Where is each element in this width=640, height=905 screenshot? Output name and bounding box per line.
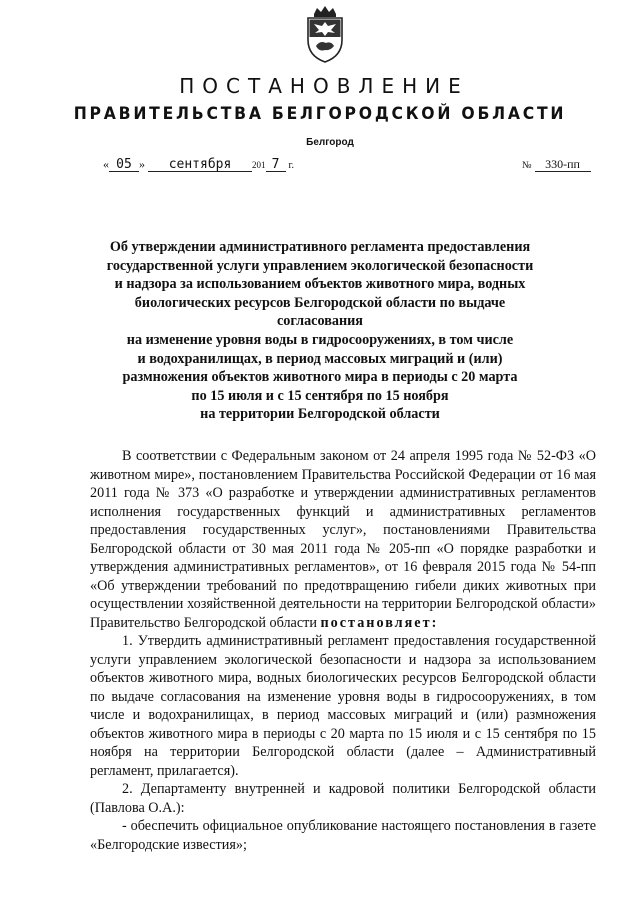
date-line [103,157,294,172]
document-heading: ПОСТАНОВЛЕНИЕ [179,74,469,98]
number-label: № [522,160,532,171]
title-line: и надзора за использованием объектов животного мира, водных [114,276,526,293]
item-2-paragraph: 2. Департаменту внутренней и кадровой политики Белгородской области (Павлова О.А.): [90,781,596,816]
date-month: сентября [148,158,252,172]
preamble-paragraph [90,447,596,632]
document-title [100,238,540,424]
title-line: Об утверждении административного регламента предоставления [109,239,531,255]
open-quote: « [103,157,109,171]
city-label: Белгород [306,137,354,148]
title-line: на изменение уровня воды в гидросооружениях, в том числе [126,331,514,348]
title-line: на территории Белгородской области [200,406,440,423]
date-day: 05 [109,158,139,172]
document-body [90,447,596,854]
coat-of-arms-icon [300,6,350,64]
date-year-unit: г. [288,160,294,171]
item-1-paragraph: 1. Утвердить административный регламент предоставления государственной услуги управлением экологической безопасности и надзора за использованием объектов животного мира, водных биологических ресурсов Белгородской области по выдаче согласования на изменение уровня воды в гидросооружениях, в том числе и водохранилищах, в период массовых миграций и (или) размножения объектов животного мира в периоды с 20 марта по 15 июля и с 15 сентября по 15 ноября на территории Белгородской области (далее – Административный регламент, прилагается). [90,633,596,779]
item-2-bullet: - обеспечить официальное опубликование настоящего постановления в газете «Белгородские известия»; [90,818,596,853]
preamble-text: В соответствии с Федеральным законом от 24 апреля 1995 года № 52-ФЗ «О животном мире», постановлением Правительства Российской Федерации от 16 мая 2011 года № 373 «О разработке и утверждении административных регламентов исполнения государственных функций и административных регламентов предоставления государственных услуг», постановлениями Правительства Белгородской области от 30 мая 2011 года № 205-пп «О порядке разработки и утверждения административных регламентов», от 16 февраля 2015 года № 54-пп «Об утверждении требований по предотвращению гибели диких животных при осуществлении хозяйственной деятельности на территории Белгородской области» Правительство Белгородской области [90,448,596,631]
title-line: государственной услуги управлением экологической безопасности [106,257,534,274]
title-line: биологических ресурсов Белгородской области по выдаче согласования [134,294,506,330]
document-subheading: ПРАВИТЕЛЬСТВА БЕЛГОРОДСКОЙ ОБЛАСТИ [73,104,567,124]
title-line: размножения объектов животного мира в периоды с 20 марта [122,369,518,386]
title-line: и водохранилищах, в период массовых миграций и (или) [137,350,503,367]
date-year-prefix: 201 [252,160,266,170]
date-year-suffix: 7 [266,158,286,172]
document-number [522,157,591,172]
title-line: по 15 июля и с 15 сентября по 15 ноября [191,387,449,404]
close-quote: » [139,157,145,171]
resolves-word: постановляет: [320,614,439,631]
number-value: 330-пп [535,158,591,172]
